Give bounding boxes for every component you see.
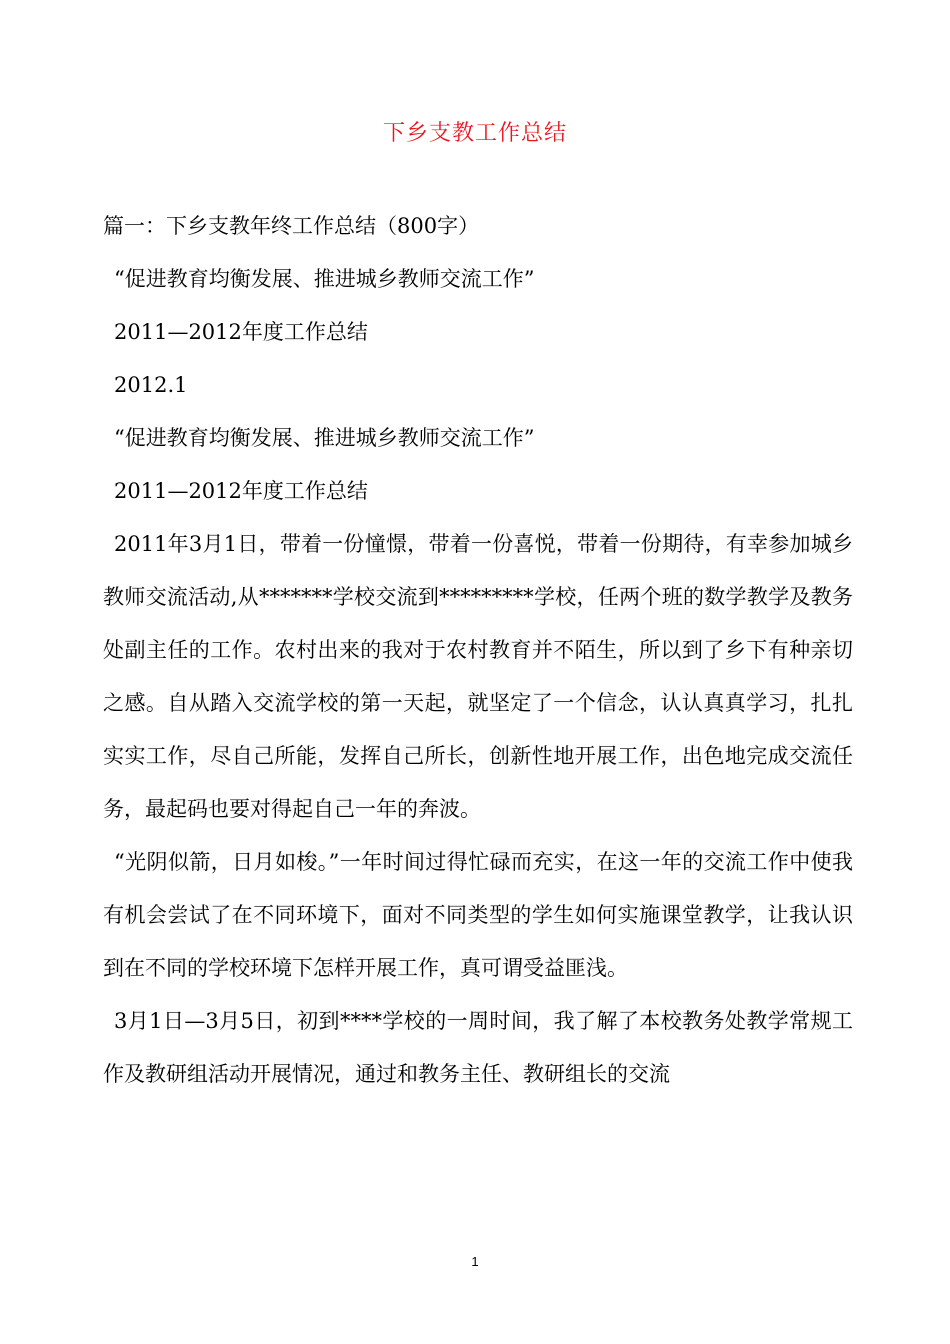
text-line: 2011—2012年度工作总结 — [114, 479, 368, 503]
body-paragraph: 2011年3月1日，带着一份憧憬，带着一份喜悦，带着一份期待，有幸参加城乡教师交流活动,从*******学校交流到*********学校，任两个班的数学教学及教务处副主任的工作。农村出来的我对于农村教育并不陌生，所以到了乡下有种亲切之感。自从踏入交流学校的第一天起，就坚定了一个信念，认认真真学习，扎扎实实工作，尽自己所能，发挥自己所长，创新性地开展工作，出色地完成交流任务，最起码也要对得起自己一年的奔波。 — [103, 532, 853, 821]
text-line: “促进教育均衡发展、推进城乡教师交流工作” — [114, 426, 535, 450]
text-line: 2011—2012年度工作总结 — [114, 320, 368, 344]
body-paragraph: “光阴似箭，日月如梭。”一年时间过得忙碌而充实，在这一年的交流工作中使我有机会尝试了在不同环境下，面对不同类型的学生如何实施课堂教学，让我认识到在不同的学校环境下怎样开展工作，真可谓受益匪浅。 — [103, 850, 853, 980]
page-number: 1 — [471, 1254, 479, 1269]
document-body — [103, 200, 853, 1101]
body-paragraph: 3月1日—3月5日，初到****学校的一周时间，我了解了本校教务处教学常规工作及教研组活动开展情况，通过和教务主任、教研组长的交流 — [103, 1009, 853, 1086]
document-title: 下乡支教工作总结 — [382, 121, 567, 146]
section-heading: 篇一：下乡支教年终工作总结（800字） — [103, 214, 480, 238]
text-line: 2012.1 — [114, 373, 188, 397]
text-line: “促进教育均衡发展、推进城乡教师交流工作” — [114, 267, 535, 291]
